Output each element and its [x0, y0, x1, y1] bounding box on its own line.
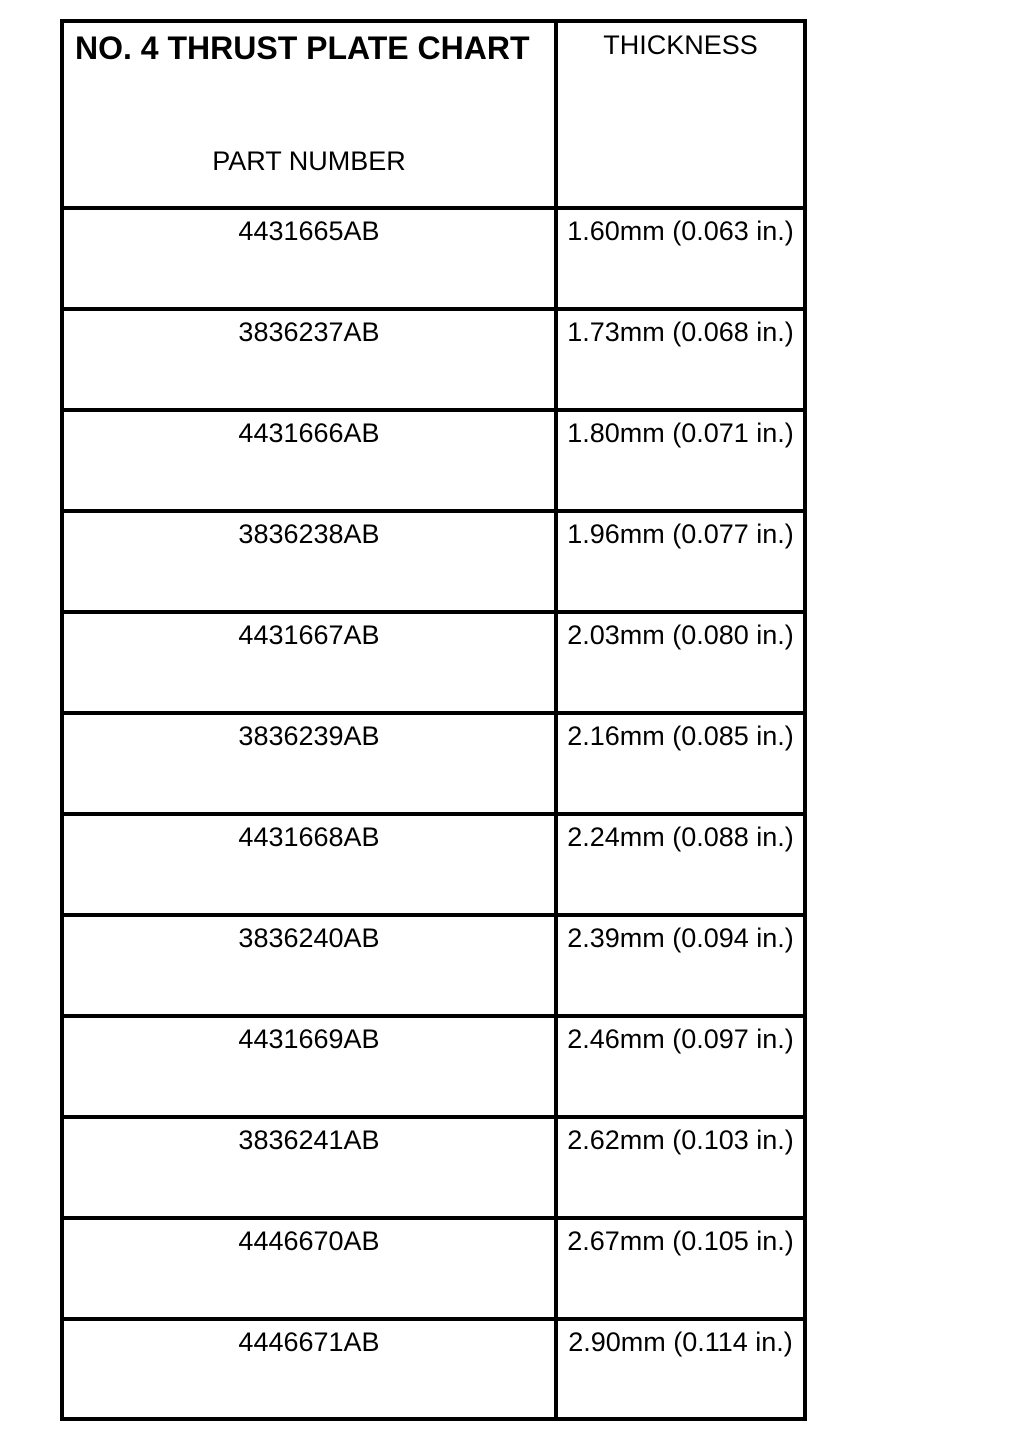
part-number-header: PART NUMBER [212, 146, 406, 176]
thickness-cell: 2.46mm (0.097 in.) [567, 1024, 794, 1054]
table-row [64, 210, 803, 311]
table-row [64, 1321, 803, 1417]
thickness-cell: 2.67mm (0.105 in.) [567, 1226, 794, 1256]
thickness-cell: 1.60mm (0.063 in.) [567, 216, 794, 246]
thickness-cell: 1.73mm (0.068 in.) [567, 317, 794, 347]
part-number-cell: 3836237AB [238, 317, 380, 347]
part-number-cell: 3836239AB [238, 721, 380, 751]
part-number-cell: 4431666AB [238, 418, 380, 448]
part-number-cell: 4431667AB [238, 620, 380, 650]
part-number-cell: 4446671AB [238, 1327, 380, 1357]
part-number-cell: 3836238AB [238, 519, 380, 549]
table-row [64, 412, 803, 513]
thickness-cell: 2.03mm (0.080 in.) [567, 620, 794, 650]
thickness-cell: 2.62mm (0.103 in.) [567, 1125, 794, 1155]
header-row [64, 23, 803, 210]
table-row [64, 816, 803, 917]
table-row [64, 1018, 803, 1119]
table-row [64, 614, 803, 715]
table-row [64, 1119, 803, 1220]
thickness-header: THICKNESS [603, 30, 758, 60]
part-number-cell: 4446670AB [238, 1226, 380, 1256]
table-row [64, 715, 803, 816]
table-row [64, 917, 803, 1018]
chart-title: NO. 4 THRUST PLATE CHART [75, 30, 530, 66]
thickness-cell: 2.24mm (0.088 in.) [567, 822, 794, 852]
thickness-cell: 1.80mm (0.071 in.) [567, 418, 794, 448]
thickness-cell: 2.90mm (0.114 in.) [568, 1327, 793, 1357]
thickness-cell: 2.16mm (0.085 in.) [567, 721, 794, 751]
table-row [64, 1220, 803, 1321]
table-row [64, 513, 803, 614]
table-row [64, 311, 803, 412]
part-number-cell: 4431665AB [238, 216, 380, 246]
part-number-cell: 3836241AB [238, 1125, 380, 1155]
column-divider [554, 23, 558, 206]
thrust-plate-chart [60, 19, 807, 1421]
part-number-cell: 4431668AB [238, 822, 380, 852]
part-number-cell: 4431669AB [238, 1024, 380, 1054]
thickness-cell: 1.96mm (0.077 in.) [567, 519, 794, 549]
thickness-cell: 2.39mm (0.094 in.) [567, 923, 794, 953]
part-number-cell: 3836240AB [238, 923, 380, 953]
